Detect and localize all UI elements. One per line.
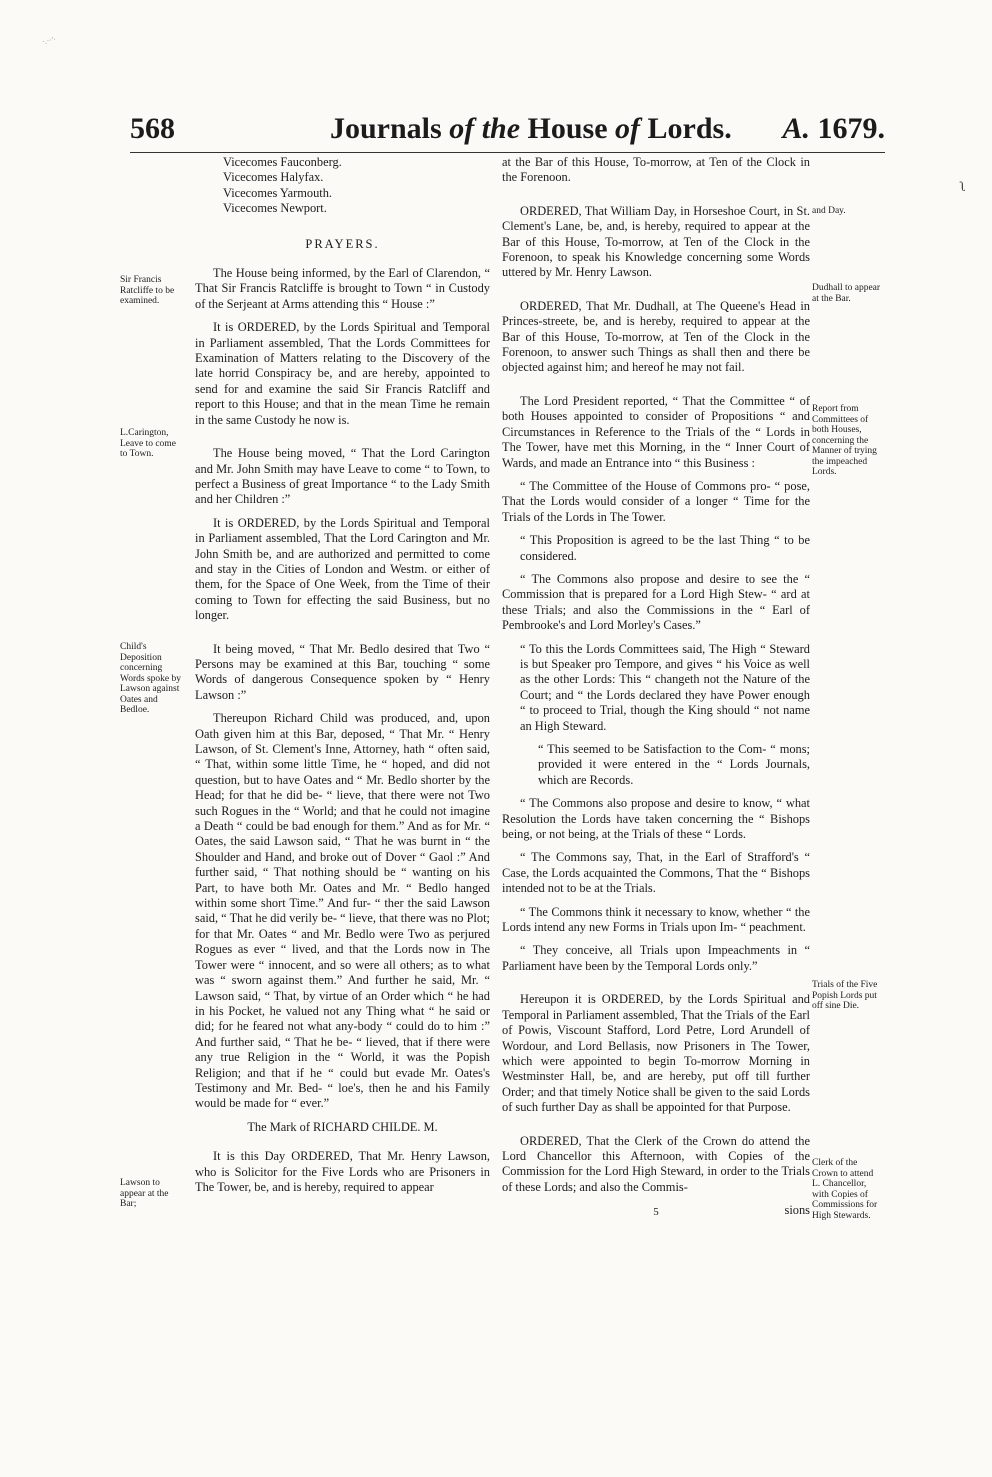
catchword: sions (784, 1203, 810, 1218)
paragraph: “ The Commons say, That, in the Earl of Strafford's “ Case, the Lords acquainted the Commons, That the “ Bishops intended not to be at the Trials. (502, 850, 810, 896)
vicecomites-list (223, 155, 490, 217)
paragraph: at the Bar of this House, To-morrow, at Ten of the Clock in the Forenoon. (502, 155, 810, 185)
scan-artifact: ·.··'· (41, 34, 57, 47)
margin-note: Report from Committees of both Houses, concerning the Manner of trying the impeached Lords. (812, 404, 877, 477)
margin-note: Child's Deposition concerning Words spoke by Lawson against Oates and Bedloe. (120, 642, 181, 715)
deposition-paragraph: Thereupon Richard Child was produced, and, upon Oath given him at this Bar, deposed, “ That Mr. “ Henry Lawson, of St. Clement's Inne, Attorney, hath “ often said, “ That, within some little Time, he “ hoped, and did not question, but to have Oates and “ Mr. Bedlo shorter by the Head; for that he did be- “ lieve, that there were not Two such Rogues in the “ World; and that he could not imagine a Death “ could be bad enough for them.” And as for Mr. “ Oates, the said Lawson said, “ That he was burnt in “ the Shoulder and Hand, and broke out of Dover “ Gaol :” And further said, “ That nothing should be “ wanting on his Part, to have both Mr. Oates and Mr. “ Bedlo hanged within some short Time.” And fur- “ ther the said Lawson said, “ That he did verily be- “ lieve, that there was no Plot; for that Mr. Oates “ and Mr. Bedlo were Two as perjured Rogues as ever “ lived, and that the Lords now in The Tower were “ innocent, and so were all others; as to what was “ sworn against them.” And further he said, Mr. “ Lawson said, “ That, by virtue of an Order which “ he had in his Pocket, he valued not any Thing what “ he said or did; for he feared not what any-body “ could do to him :” And further said, “ That he be- “ lieved, that if there were any true Religion in the “ World, it was the Popish Religion; and that if he “ could but evade Mr. Oates's Testimony and Mr. Bed- “ loe's, then he and his Family would be made for “ ever.” (195, 711, 490, 1111)
paragraph: It is this Day ORDERED, That Mr. Henry Lawson, who is Solicitor for the Five Lords who are Prisoners in The Tower, be, and is hereby, required to appear (195, 1149, 490, 1194)
margin-note: Lawson to appear at the Bar; (120, 1178, 169, 1209)
paragraph: It is ORDERED, by the Lords Spiritual and Temporal in Parliament assembled, That the Lords Committees for Examination of Matters relating to the Discovery of the late horrid Conspiracy be, and are hereby, appointed to send for and examine the said Sir Francis Ratcliff and report to this House; and that in the mean Time he remain in the same Custody he now is. (195, 320, 490, 427)
paragraph: It is ORDERED, by the Lords Spiritual and Temporal in Parliament assembled, That the Lord Carington and Mr. John Smith be, and are authorized and permitted to come and stay in the Cities of London and Westm. or either of them, for the Space of One Week, from the Time of their coming to Town for effecting the said Business, but no longer. (195, 515, 490, 623)
margin-note: and Day. (812, 206, 846, 216)
paragraph: The Lord President reported, “ That the Committee “ of both Houses appointed to consider of Propositions “ and Circumstances in Reference to the Trials of the “ Lords in The Tower, have met this Morning, in the “ Inner Court of Wards, and made an Entrance into “ this Business : (502, 393, 810, 470)
paragraph: ORDERED, That Mr. Dudhall, at The Queene's Head in Princes-streete, be, and is hereby, required to appear at the Bar of this House, To-morrow, at Ten of the Clock in the Forenoon, to answer such Things as shall then and there be objected against him; and hereof he may not fail. (502, 298, 810, 375)
paragraph: “ The Commons think it necessary to know, whether “ the Lords intend any new Forms in Trials upon Im- “ peachment. (502, 904, 810, 935)
right-column (502, 155, 810, 1220)
year-label: A. 1679. (782, 112, 885, 145)
margin-note: Dudhall to appear at the Bar. (812, 283, 881, 304)
paragraph: “ The Commons also propose and desire to see the “ Commission that is prepared for a Lord High Stew- “ ard at these Trials; and also the Commissions in the “ Earl of Pembrooke's and Lord Morley's Cases.” (502, 571, 810, 633)
prayers-heading: PRAYERS. (305, 236, 380, 251)
running-title: Journals of the House of Lords. (330, 112, 732, 145)
paragraph: ORDERED, That William Day, in Horseshoe Court, in St. Clement's Lane, be, and, is hereby, required to appear at the Bar of this House, To-morrow, at Ten of the Clock in the Forenoon, to speak his Knowledge concerning some Words uttered by Mr. Henry Lawson. (502, 203, 810, 280)
margin-note: Clerk of the Crown to attend L. Chancellor, with Copies of Commissions for High Stewards. (812, 1158, 878, 1221)
paragraph: “ They conceive, all Trials upon Impeachments in “ Parliament have been by the Temporal Lords only.” (502, 943, 810, 973)
vicecomes-item: Vicecomes Newport. (223, 201, 327, 216)
paragraph: It being moved, “ That Mr. Bedlo desired that Two “ Persons may be examined at this Bar, touching “ some Words of dangerous Consequence spoken by “ Henry Lawson :” (195, 641, 490, 702)
margin-tick-mark: ʅ (960, 180, 967, 195)
paragraph: “ The Commons also propose and desire to know, “ what Resolution the Lords have taken concerning the “ Bishops being, or not being, at the Trials of these “ Lords. (502, 796, 810, 842)
paragraph: “ This Proposition is agreed to be the last Thing “ to be considered. (520, 533, 810, 563)
left-column (195, 155, 490, 1203)
page-number: 568 (130, 112, 175, 145)
paragraph: “ This seemed to be Satisfaction to the Com- “ mons; provided it were entered in the “ Lords Journals, which are Records. (538, 742, 810, 787)
paragraph: The House being moved, “ That the Lord Carington and Mr. John Smith may have Leave to come “ to Town, to perfect a Business of great Importance “ to the Lady Smith and her Children :” (195, 446, 490, 507)
paragraph: ORDERED, That the Clerk of the Crown do attend the Lord Chancellor this Afternoon, with Copies of the Commission for the Lord High Steward, in order to the Trials of these Lords; and also the Commis- (502, 1133, 810, 1194)
vicecomes-item: Vicecomes Yarmouth. (223, 185, 333, 200)
margin-note: Sir Francis Ratcliffe to be examined. (120, 275, 175, 306)
header-rule (130, 152, 885, 153)
signature-mark: 5 (653, 1205, 659, 1218)
vicecomes-item: Vicecomes Fauconberg. (223, 155, 342, 169)
paragraph: “ To this the Lords Committees said, The High “ Steward is but Speaker pro Tempore, and gives “ his Voice as well as the other Lords: This “ changeth not the Nature of the Court; and “ the Lords declared they have Power enough “ to proceed to Trial, though the King should “ not name an High Steward. (520, 641, 810, 733)
margin-note: Trials of the Five Popish Lords put off sine Die. (812, 980, 878, 1011)
margin-note: L.Carington, Leave to come to Town. (120, 428, 176, 459)
paragraph: The House being informed, by the Earl of Clarendon, “ That Sir Francis Ratcliffe is brought to Town “ in Custody of the Serjeant at Arms attending this “ House :” (195, 266, 490, 311)
signature-line: The Mark of RICHARD CHILDE. M. (247, 1119, 438, 1134)
vicecomes-item: Vicecomes Halyfax. (223, 170, 324, 185)
paragraph: “ The Committee of the House of Commons pro- “ pose, That the Lords would consider of a longer “ Time for the Trials of the Lords in The Tower. (502, 478, 810, 524)
paragraph: Hereupon it is ORDERED, by the Lords Spiritual and Temporal in Parliament assembled, That the Trials of the Earl of Powis, Viscount Stafford, Lord Petre, Lord Arundell of Wordour, and Lord Bellasis, now Prisoners in The Tower, which were appointed to begin To-morrow Morning in Westminster Hall, be, and are hereby, put off till further Order; and that timely Notice shall be given to the said Lords of such further Day as shall be appointed for that Purpose. (502, 992, 810, 1115)
